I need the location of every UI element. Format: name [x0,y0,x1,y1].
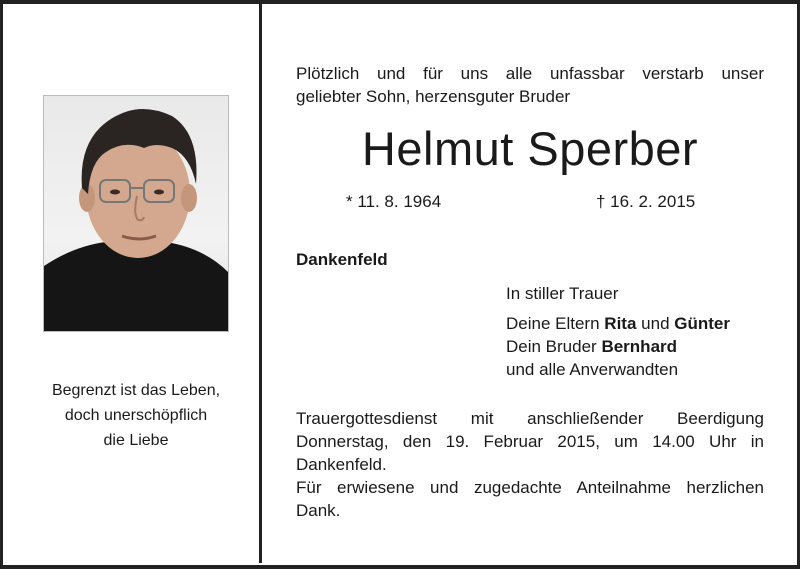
parent-name: Rita [604,314,637,333]
intro-text [296,62,764,108]
thanks-line: Dank. [296,501,341,520]
deceased-name: Helmut Sperber [361,122,699,175]
place-name: Dankenfeld [296,250,388,269]
verse-line: doch unerschöpflich [64,407,208,424]
mourning-heading: In stiller Trauer [506,284,619,303]
brother-line [506,335,730,358]
column-divider [259,4,262,563]
birth-date: * 11. 8. 1964 [346,192,442,211]
service-line: Trauergottesdienst mit anschließender Beerdigung [296,409,764,428]
service-line: Donnerstag, den 19. Februar 2015, um 14.00 Uhr in [296,432,764,451]
portrait-photo [43,95,229,332]
verse-line: die Liebe [103,432,169,449]
brother-prefix: Dein Bruder [506,337,597,356]
parents-line [506,312,730,335]
service-line: Dankenfeld. [296,455,387,474]
parents-prefix: Deine Eltern [506,314,600,333]
intro-line: Plötzlich und für uns alle unfassbar verstarb unser [296,64,764,83]
death-date: † 16. 2. 2015 [596,192,696,211]
conjunction: und [641,314,670,333]
thanks-line: Für erwiesene und zugedachte Anteilnahme herzlichen [296,478,764,497]
verse-line: Begrenzt ist das Leben, [51,382,221,399]
mourners-block [506,282,730,381]
service-info [296,407,764,522]
parent-name: Günter [674,314,730,333]
relatives-line: und alle Anverwandten [506,360,679,379]
brother-name: Bernhard [601,337,678,356]
intro-line: geliebter Sohn, herzensguter Bruder [296,87,571,106]
memorial-verse [30,378,242,453]
